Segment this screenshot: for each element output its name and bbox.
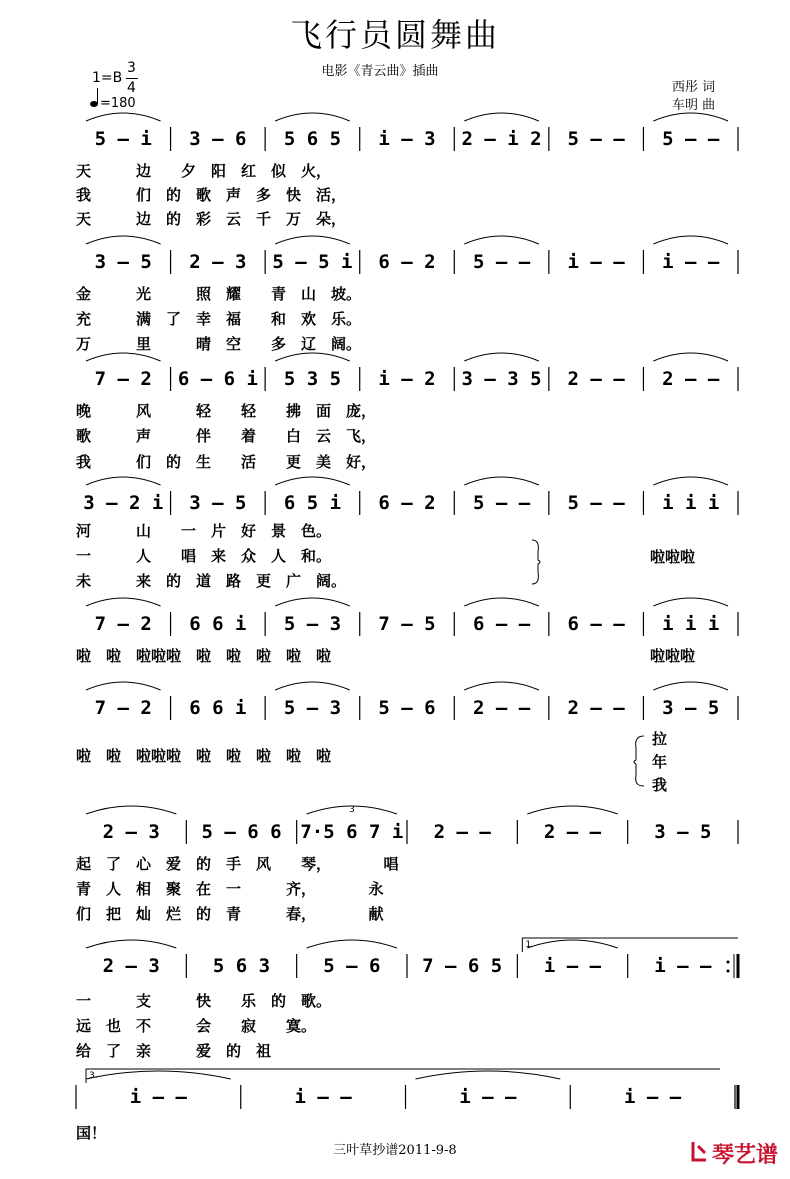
lyric-line: 晚 风 轻 轻 拂 面 庞，	[76, 402, 377, 420]
lyric-line: 充 满 了 幸 福 和 欢 乐。	[76, 310, 362, 328]
time-signature-top: 3	[127, 60, 136, 76]
measure-notes: 6 – –	[472, 613, 531, 635]
composer-credit: 车明 曲	[672, 98, 716, 113]
measure-notes: 3 – 6	[189, 128, 247, 150]
measure-notes: 2 – i 2	[461, 128, 542, 150]
time-signature-bottom: 4	[127, 80, 136, 96]
transcriber-footer: 三叶草抄谱2011-9-8	[333, 1143, 457, 1158]
measure-notes: 3 – 5	[654, 821, 712, 843]
measure-notes: 6 – 2	[378, 492, 436, 514]
lyric-line: 青 人 相 聚 在 一 齐， 永	[76, 880, 384, 898]
measure-notes: 5 – –	[472, 492, 531, 514]
measure-notes: 6 – 2	[378, 251, 436, 273]
measure-notes: i i i	[662, 492, 720, 514]
extra-lyric: 啦啦啦	[650, 647, 696, 665]
measure-notes: 3 – 5	[662, 697, 720, 719]
measure-notes: i – 3	[378, 128, 436, 150]
measure-notes: 3 – 2 i	[83, 492, 164, 514]
lyric-line: 一 人 唱 来 众 人 和。	[76, 547, 332, 565]
measure-notes: 5 – –	[567, 492, 625, 514]
measure-notes: 7·5 6 7 i	[300, 821, 404, 843]
measure-notes: i – 2	[378, 368, 436, 390]
measure-notes: 5 – –	[567, 128, 625, 150]
site-logo: 琴艺谱	[712, 1143, 779, 1168]
lyric-line: 啦 啦 啦啦啦 啦 啦 啦 啦 啦	[76, 647, 332, 665]
measure-notes: 5 – –	[662, 128, 720, 150]
measure-notes: 6 6 i	[189, 697, 247, 719]
measure-notes: 2 – –	[567, 697, 625, 719]
lyric-line: 歌 声 伴 着 白 云 飞，	[76, 427, 377, 445]
measure-notes: 7 – 5	[378, 613, 436, 635]
extra-lyric: 啦啦啦	[650, 548, 696, 566]
measure-notes: 7 – 2	[94, 613, 152, 635]
measure-notes: 2 – 3	[102, 821, 160, 843]
measure-notes: i – –	[459, 1086, 517, 1108]
measure-notes: 2 – –	[662, 368, 720, 390]
measure-notes: 6 – –	[567, 613, 625, 635]
lyric-line: 们 把 灿 烂 的 青 春， 献	[76, 905, 384, 923]
measure-notes: 3 – 3 5	[461, 368, 542, 390]
lyric-line: 天 边 夕 阳 红 似 火，	[76, 162, 332, 180]
measure-notes: 2 – –	[433, 821, 491, 843]
measure-notes: i – –	[294, 1086, 352, 1108]
extra-lyric: 我	[652, 776, 668, 794]
lyricist-credit: 西彤 词	[672, 80, 716, 95]
measure-notes: 2 – 3	[189, 251, 247, 273]
measure-notes: 2 – –	[472, 697, 531, 719]
measure-notes: 5 3 5	[283, 368, 342, 390]
measure-notes: 5 – 3	[283, 697, 342, 719]
measure-notes: 3 – 5	[94, 251, 152, 273]
measure-notes: i – –	[654, 955, 712, 977]
measure-notes: 5 6 3	[212, 955, 271, 977]
measure-notes: 6 5 i	[283, 492, 342, 514]
volta-label: 3.	[89, 1071, 98, 1081]
measure-notes: 5 – i	[94, 128, 152, 150]
measure-notes: 2 – 3	[102, 955, 160, 977]
song-subtitle: 电影《青云曲》插曲	[321, 64, 439, 79]
lyric-line: 河 山 一 片 好 景 色。	[76, 522, 332, 540]
lyric-line: 啦 啦 啦啦啦 啦 啦 啦 啦 啦	[76, 747, 332, 765]
lyric-line: 国！	[76, 1124, 107, 1142]
lyric-line: 万 里 晴 空 多 辽 阔。	[76, 335, 362, 353]
lyric-line: 一 支 快 乐 的 歌。	[76, 992, 332, 1010]
measure-notes: i – –	[567, 251, 625, 273]
measure-notes: 7 – 2	[94, 697, 152, 719]
lyric-line: 起 了 心 爱 的 手 风 琴， 唱	[76, 855, 399, 873]
lyric-line: 我 们 的 歌 声 多 快 活，	[76, 186, 347, 204]
measure-notes: 5 – 5 i	[272, 251, 353, 273]
measure-notes: 5 – 3	[283, 613, 342, 635]
measure-notes: 6 6 i	[189, 613, 247, 635]
tempo-marking: =180	[100, 96, 136, 111]
measure-notes: 5 – –	[472, 251, 531, 273]
lyric-line: 远 也 不 会 寂 寞。	[76, 1017, 317, 1035]
lyric-line: 未 来 的 道 路 更 广 阔。	[76, 572, 347, 590]
measure-notes: i – –	[543, 955, 602, 977]
logo-mark-icon	[690, 1140, 708, 1162]
measure-notes: i – –	[129, 1086, 187, 1108]
measure-notes: 5 – 6	[378, 697, 436, 719]
measure-notes: 2 – –	[543, 821, 602, 843]
measure-notes: 5 – 6	[323, 955, 381, 977]
measure-notes: 7 – 2	[94, 368, 152, 390]
extra-lyric: 拉	[652, 730, 668, 748]
key-signature: 1=B	[92, 70, 123, 86]
measure-notes: i – –	[662, 251, 720, 273]
measure-notes: 5 6 5	[283, 128, 342, 150]
measure-notes: 3 – 5	[189, 492, 247, 514]
lyric-line: 给 了 亲 爱 的 祖	[76, 1042, 272, 1060]
measure-notes: 2 – –	[567, 368, 625, 390]
song-title: 飞行员圆舞曲	[289, 16, 500, 54]
lyric-line: 天 边 的 彩 云 千 万 朵，	[76, 210, 347, 228]
measure-notes: 5 – 6 6	[201, 821, 282, 843]
volta-label: 1.	[525, 940, 534, 950]
measure-notes: i i i	[662, 613, 720, 635]
triplet-mark: 3	[348, 805, 355, 815]
measure-notes: 7 – 6 5	[422, 955, 503, 977]
lyric-line: 我 们 的 生 活 更 美 好，	[76, 453, 377, 471]
extra-lyric: 年	[652, 753, 668, 771]
lyric-line: 金 光 照 耀 青 山 坡。	[76, 285, 362, 303]
measure-notes: i – –	[624, 1086, 682, 1108]
measure-notes: 6 – 6 i	[177, 368, 258, 390]
